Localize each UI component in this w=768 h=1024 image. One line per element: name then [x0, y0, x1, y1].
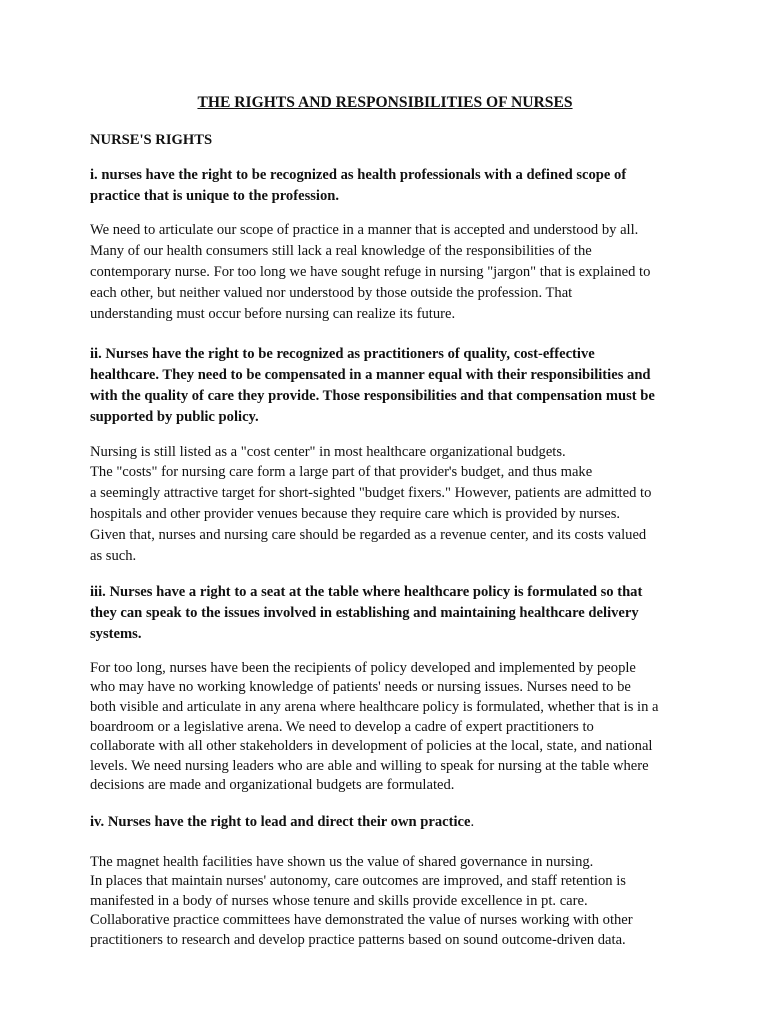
section-heading: NURSE'S RIGHTS	[90, 132, 213, 148]
point-heading-3	[90, 582, 680, 644]
point-body-2	[90, 442, 680, 567]
heading-line: i. nurses have the right to be recognized as health professionals with a defined scope of	[90, 166, 627, 183]
body-line: contemporary nurse. For too long we have sought refuge in nursing "jargon" that is explained to	[90, 263, 651, 280]
document-page	[90, 92, 680, 967]
point-body-3	[90, 659, 680, 796]
body-line: In places that maintain nurses' autonomy, care outcomes are improved, and staff retention is	[90, 873, 626, 890]
body-line: boardroom or a legislative arena. We need to develop a cadre of expert practitioners to	[90, 718, 594, 735]
body-line: hospitals and other provider venues because they require care which is provided by nurses.	[90, 505, 621, 522]
body-line: The magnet health facilities have shown us the value of shared governance in nursing.	[90, 853, 594, 870]
heading-line: iii. Nurses have a right to a seat at the table where healthcare policy is formulated so that	[90, 584, 643, 601]
point-body-4	[90, 853, 680, 951]
body-line: Nursing is still listed as a "cost center" in most healthcare organizational budgets.	[90, 443, 566, 460]
heading-text: iv. Nurses have the right to lead and direct their own practice	[90, 813, 471, 830]
body-line: each other, but neither valued nor understood by those outside the profession. That	[90, 284, 573, 301]
body-line: a seemingly attractive target for short-sighted "budget fixers." However, patients are admitted to	[90, 485, 652, 502]
body-line: Given that, nurses and nursing care should be regarded as a revenue center, and its costs valued	[90, 526, 647, 543]
body-line: Collaborative practice committees have demonstrated the value of nurses working with other	[90, 912, 633, 929]
document-title: THE RIGHTS AND RESPONSIBILITIES OF NURSES	[197, 94, 573, 111]
heading-line: practice that is unique to the profession.	[90, 187, 340, 204]
body-line: who may have no working knowledge of patients' needs or nursing issues. Nurses need to be	[90, 679, 631, 696]
body-line: understanding must occur before nursing can realize its future.	[90, 305, 456, 322]
heading-line	[90, 812, 680, 833]
heading-line: supported by public policy.	[90, 408, 259, 425]
body-line: The "costs" for nursing care form a large part of that provider's budget, and thus make	[90, 464, 593, 481]
heading-line: they can speak to the issues involved in establishing and maintaining healthcare delivery	[90, 605, 639, 622]
point-heading-4	[90, 812, 680, 833]
body-line: decisions are made and organizational budgets are formulated.	[90, 777, 455, 794]
body-line: collaborate with all other stakeholders in development of policies at the local, state, and national	[90, 738, 653, 755]
body-line: practitioners to research and develop practice patterns based on sound outcome-driven data.	[90, 932, 626, 949]
body-line: Many of our health consumers still lack a real knowledge of the responsibilities of the	[90, 243, 592, 260]
heading-line: healthcare. They need to be compensated in a manner equal with their responsibilities and	[90, 367, 651, 384]
point-body-1	[90, 220, 680, 324]
body-line: We need to articulate our scope of practice in a manner that is accepted and understood by all.	[90, 222, 639, 239]
heading-line: with the quality of care they provide. Those responsibilities and that compensation must be	[90, 387, 655, 404]
body-line: levels. We need nursing leaders who are able and willing to speak for nursing at the table where	[90, 757, 649, 774]
body-line: as such.	[90, 547, 137, 564]
heading-line: systems.	[90, 625, 142, 642]
point-heading-2	[90, 344, 680, 427]
heading-line: ii. Nurses have the right to be recognized as practitioners of quality, cost-effective	[90, 346, 595, 363]
body-line: manifested in a body of nurses whose tenure and skills provide excellence in pt. care.	[90, 892, 588, 909]
body-line: For too long, nurses have been the recipients of policy developed and implemented by people	[90, 659, 636, 676]
body-line: both visible and articulate in any arena where healthcare policy is formulated, whether that is in a	[90, 698, 659, 715]
heading-suffix: .	[470, 813, 475, 830]
point-heading-1	[90, 165, 680, 207]
